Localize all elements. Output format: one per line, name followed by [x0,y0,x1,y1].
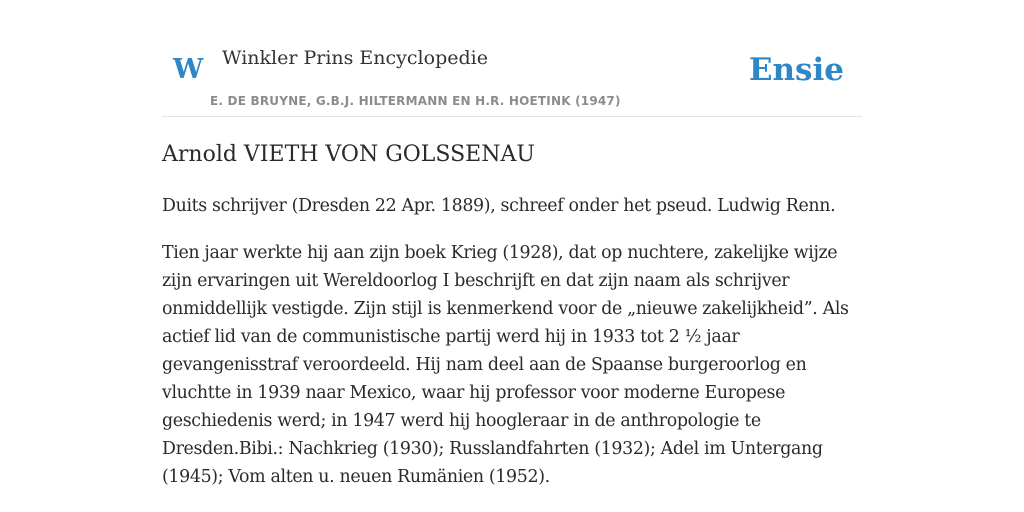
ensie-logo-link[interactable]: Ensie [748,52,844,88]
book-title[interactable]: Winkler Prins Encyclopedie [222,47,488,69]
entry-title: Arnold VIETH VON GOLSSENAU [162,142,535,167]
entry-paragraph: Duits schrijver (Dresden 22 Apr. 1889), schreef onder het pseud. Ludwig Renn. [162,196,836,216]
book-authors: E. DE BRUYNE, G.B.J. HILTERMANN EN H.R. HOETINK (1947) [210,94,621,108]
winkler-prins-logo[interactable]: W [173,54,204,85]
header [162,0,862,117]
entry-paragraph: Tien jaar werkte hij aan zijn boek Krieg (1928), dat op nuchtere, zakelijke wijze zijn ervaringen uit Wereldoorlog I beschrijft en dat zijn naam als schrijver onmiddellijk vestigde. Zijn stijl is kenmerkend voor de „nieuwe zakelijkheid”. Als actief lid van de communistische partij werd hij in 1933 tot 2 ½ jaar gevangenisstraf veroordeeld. Hij nam deel aan de Spaanse burgeroorlog en vluchtte in 1939 naar Mexico, waar hij professor voor moderne Europese geschiedenis werd; in 1947 werd hij hoogleraar in de anthropologie te Dresden.Bibi.: Nachkrieg (1930); Russlandfahrten (1932); Adel im Untergang (1945); Vom alten u. neuen Rumänien (1952). [162,243,849,487]
